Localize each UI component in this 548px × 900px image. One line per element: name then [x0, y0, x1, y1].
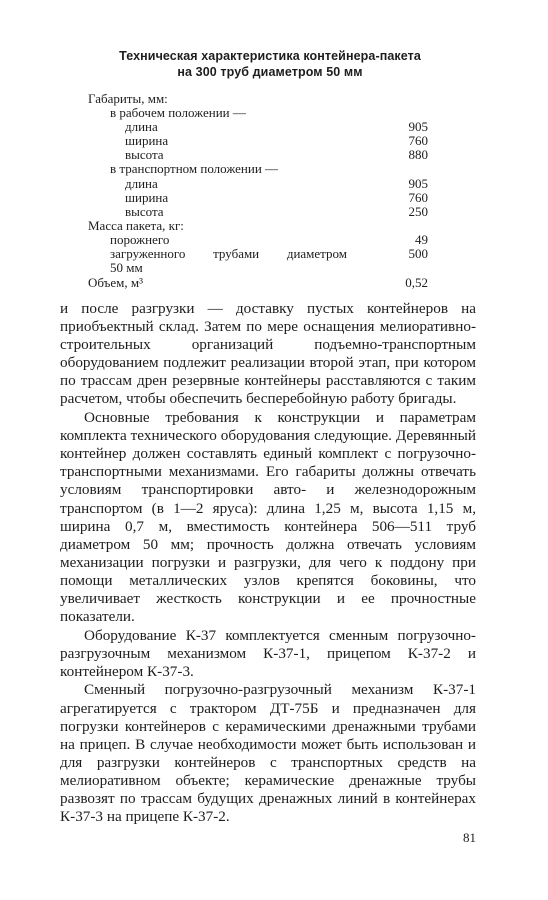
spec-label: ширина	[125, 189, 169, 205]
spec-label: ширина	[125, 133, 169, 149]
spec-title-line-2: на 300 труб диаметром 50 мм	[177, 65, 363, 79]
spec-row-volume	[88, 275, 428, 291]
spec-value: 880	[408, 147, 428, 163]
spec-label: в рабочем положении —	[110, 105, 246, 121]
paragraph-2: Основные требования к конструкции и параметрам комплекта технического оборудования следующие. Деревянный контейнер должен составлять единый комплект с погрузочно-транспортными механизмами. Его габариты должны отвечать условиям транспортировки авто- и железнодорожным транспортом (в 1—2 яруса): длина 1,25 м, высота 1,15 м, ширина 0,7 м, вместимость контейнера 506—511 труб диаметром 50 мм; прочность должна отвечать условиям механизации погрузки и разгрузки, для чего к поддону при помощи металлических узлов крепятся боковины, что увеличивает жесткость конструкции и ее прочностные показатели.	[60, 409, 476, 626]
spec-label: высота	[125, 203, 164, 219]
spec-row-working-height	[88, 148, 428, 162]
spec-label-word: трубами	[213, 246, 260, 262]
spec-value: 250	[408, 203, 428, 219]
spec-title	[60, 48, 480, 80]
spec-value: 760	[408, 133, 428, 149]
spec-row-empty	[88, 233, 428, 247]
spec-value: 500	[408, 246, 428, 262]
spec-row-loaded-cont	[88, 261, 428, 275]
spec-label-word: загруженного	[110, 246, 186, 262]
spec-row-transport-height	[88, 205, 428, 219]
spec-label: длина	[125, 175, 158, 191]
spec-row-dimensions	[88, 92, 428, 106]
spec-value: 760	[408, 189, 428, 205]
spec-label: высота	[125, 147, 164, 163]
spec-label-word: диаметром	[286, 246, 347, 262]
spec-label: длина	[125, 119, 158, 135]
spec-label: Масса пакета, кг:	[88, 217, 184, 233]
spec-label	[110, 247, 347, 261]
spec-label: Габариты, мм:	[88, 91, 168, 106]
spec-value: 49	[415, 231, 428, 247]
spec-row-working-width	[88, 134, 428, 148]
paragraph-4: Сменный погрузочно-разгрузочный механизм К-37-1 агрегатируется с трактором ДТ-75Б и предназначен для погрузки контейнеров с керамическими дренажными трубами на прицеп. В случае необходимости может быть использован и для разгрузки контейнеров с транспортных средств на мелиоративном объекте; керамические дренажные трубы развозят по трассам будущих дренажных линий в контейнерах К-37-3 на прицепе К-37-2.	[60, 681, 476, 826]
spec-row-transport-length	[88, 177, 428, 191]
body-text	[60, 300, 476, 826]
spec-label: 50 мм	[110, 260, 143, 276]
spec-label: Объем, м³	[88, 275, 144, 291]
page-number: 81	[463, 830, 476, 845]
spec-row-transport-position	[88, 162, 428, 176]
paragraph-3: Оборудование К-37 комплектуется сменным погрузочно-разгрузочным механизмом К-37-1, прицепом К-37-2 и контейнером К-37-3.	[60, 626, 476, 680]
spec-row-working-length	[88, 120, 428, 134]
spec-row-mass	[88, 219, 428, 233]
spec-label: в транспортном положении —	[110, 161, 279, 177]
spec-row-working-position	[88, 106, 428, 120]
paragraph-1: и после разгрузки — доставку пустых контейнеров на приобъектный склад. Затем по мере оснащения мелиоративно-строительных организаций подъемно-транспортным оборудованием подлежит реализации второй этап, при котором по трассам дрен резервные контейнеры расставляются с таким расчетом, чтобы обеспечить бесперебойную работу бригады.	[60, 300, 476, 408]
spec-table	[88, 92, 428, 291]
spec-row-transport-width	[88, 191, 428, 205]
spec-value: 905	[408, 119, 428, 135]
spec-row-loaded	[88, 247, 428, 261]
spec-value: 905	[408, 175, 428, 191]
spec-value: 0,52	[405, 275, 428, 291]
spec-title-line-1: Техническая характеристика контейнера-пакета	[119, 49, 421, 63]
spec-label: порожнего	[110, 231, 170, 247]
